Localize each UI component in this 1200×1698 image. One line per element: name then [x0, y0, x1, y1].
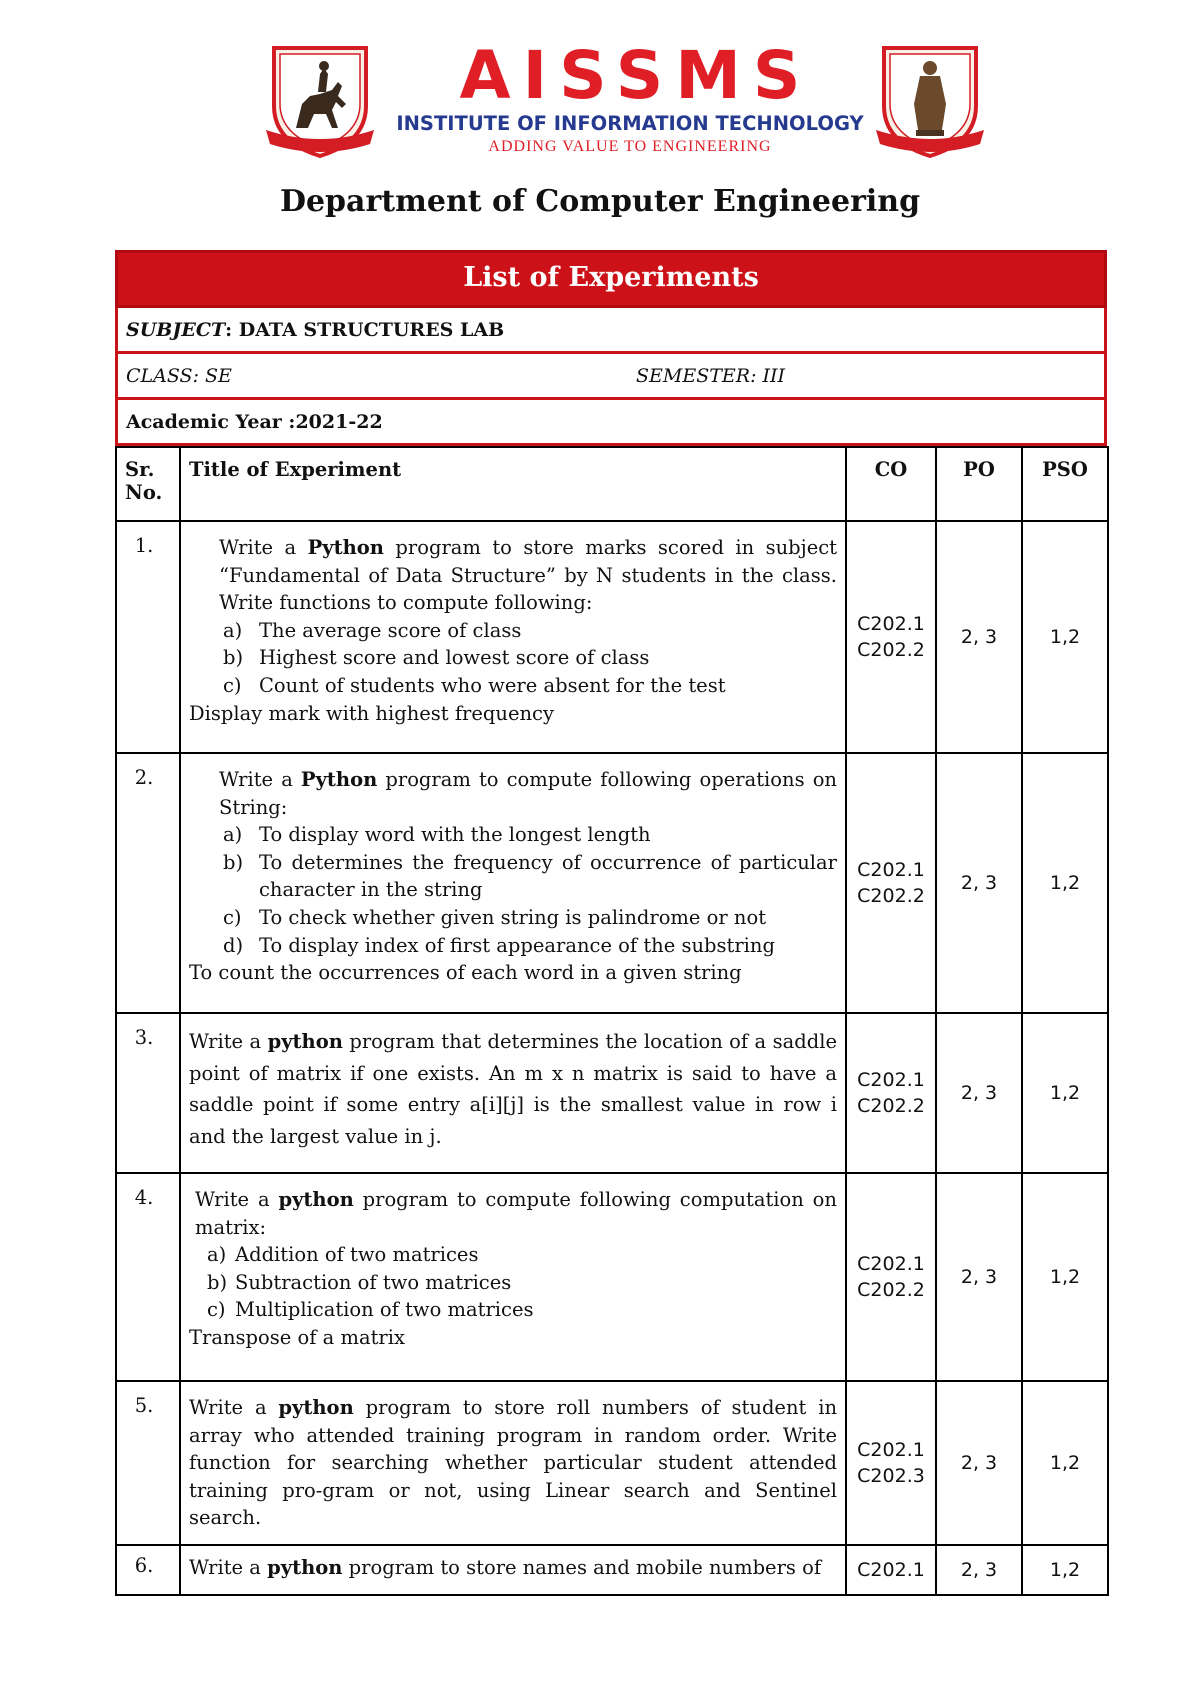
subject-row — [115, 308, 1107, 354]
list-item: b) To determines the frequency of occurrence of particular character in the string — [223, 850, 837, 902]
header-pso: PSO — [1022, 447, 1108, 521]
header-co: CO — [846, 447, 936, 521]
list-item: b) Subtraction of two matrices — [207, 1270, 512, 1294]
list-item: a) Addition of two matrices — [207, 1243, 479, 1267]
row-number: 1. — [116, 521, 180, 753]
experiment-title: Write a python program to store names and mobile numbers of — [180, 1545, 846, 1595]
list-title: List of Experiments — [115, 250, 1107, 308]
header-sr: Sr. No. — [116, 447, 180, 521]
semester-text: SEMESTER: III — [636, 364, 786, 387]
pso-cell: 1,2 — [1022, 1013, 1108, 1173]
pso-cell: 1,2 — [1022, 1173, 1108, 1381]
list-item: a) The average score of class — [223, 618, 522, 642]
pso-cell: 1,2 — [1022, 753, 1108, 1013]
header-po: PO — [936, 447, 1022, 521]
sub-task-list — [189, 821, 837, 959]
class-row — [115, 354, 1107, 400]
list-item: c) To check whether given string is palindrome or not — [223, 905, 767, 929]
co-cell: C202.1 C202.2 — [846, 1173, 936, 1381]
table-row — [116, 1545, 1108, 1595]
list-item: a) To display word with the longest length — [223, 823, 651, 847]
po-cell: 2, 3 — [936, 1013, 1022, 1173]
co-cell: C202.1 — [846, 1545, 936, 1595]
po-cell: 2, 3 — [936, 1173, 1022, 1381]
year-value: 2021-22 — [295, 410, 383, 433]
experiment-title: Write a Python program to store marks scored in subject “Fundamental of Data Structure” by N students in the class. Write functions to compute following: a) The average score of class b) Highest score and lowest score of class c) Count of students who were absent for the test Display mark with highest frequency — [180, 521, 846, 753]
shivaji-emblem-icon — [266, 44, 374, 160]
sub-task-list — [189, 617, 837, 700]
list-item: d) To display index of first appearance of the substring — [223, 933, 775, 957]
po-cell: 2, 3 — [936, 1545, 1022, 1595]
experiment-tail: To count the occurrences of each word in a given string — [189, 961, 742, 985]
po-cell: 2, 3 — [936, 1381, 1022, 1545]
experiments-table — [115, 446, 1109, 1596]
table-row — [116, 1013, 1108, 1173]
po-cell: 2, 3 — [936, 521, 1022, 753]
brand-block — [390, 37, 870, 158]
table-row — [116, 1173, 1108, 1381]
header-title: Title of Experiment — [180, 447, 846, 521]
co-cell: C202.1 C202.3 — [846, 1381, 936, 1545]
subject-value: : DATA STRUCTURES LAB — [225, 318, 505, 341]
row-number: 2. — [116, 753, 180, 1013]
brand-name: AISSMS — [459, 37, 813, 114]
list-item: c) Multiplication of two matrices — [207, 1298, 534, 1322]
department-title: Department of Computer Engineering — [279, 184, 921, 219]
pso-cell: 1,2 — [1022, 521, 1108, 753]
experiment-title: Write a python program that determines the location of a saddle point of matrix if one exists. An m x n matrix is said to have a saddle point if some entry a[i][j] is the smallest value in row i and the largest value in j. — [180, 1013, 846, 1173]
statue-emblem-icon — [876, 44, 984, 160]
row-number: 6. — [116, 1545, 180, 1595]
institute-name: INSTITUTE OF INFORMATION TECHNOLOGY — [396, 112, 864, 135]
academic-year-row — [115, 400, 1107, 446]
brand-tagline: ADDING VALUE TO ENGINEERING — [488, 138, 772, 155]
year-label: Academic Year : — [126, 410, 296, 433]
row-number: 5. — [116, 1381, 180, 1545]
co-cell: C202.1 C202.2 — [846, 1013, 936, 1173]
table-row — [116, 1381, 1108, 1545]
experiment-tail: Transpose of a matrix — [189, 1325, 405, 1349]
experiment-title: Write a python program to compute following computation on matrix: a) Addition of two matrices b) Subtraction of two matrices c) Multiplication of two matrices Transpose of a matrix — [180, 1173, 846, 1381]
pso-cell: 1,2 — [1022, 1545, 1108, 1595]
table-row — [116, 753, 1108, 1013]
subject-label: SUBJECT — [126, 318, 226, 341]
pso-cell: 1,2 — [1022, 1381, 1108, 1545]
class-text: CLASS: SE — [126, 364, 232, 387]
experiment-tail: Display mark with highest frequency — [189, 701, 554, 725]
row-number: 3. — [116, 1013, 180, 1173]
co-cell: C202.1 C202.2 — [846, 521, 936, 753]
co-cell: C202.1 C202.2 — [846, 753, 936, 1013]
table-row — [116, 521, 1108, 753]
row-number: 4. — [116, 1173, 180, 1381]
list-item: b) Highest score and lowest score of class — [223, 646, 650, 670]
list-item: c) Count of students who were absent for the test — [223, 673, 726, 697]
po-cell: 2, 3 — [936, 753, 1022, 1013]
table-header-row — [116, 447, 1108, 521]
experiment-title: Write a Python program to compute following operations on String: a) To display word with the longest length b) To determines the frequency of occurrence of particular character in the string c) To check whether given string is palindrome or not d) To display index of first appearance of the substring To count the occurrences of each word in a given string — [180, 753, 846, 1013]
experiment-title: Write a python program to store roll numbers of student in array who attended training program in random order. Write function for searching whether particular student attended training pro-gram or not, using Linear search and Sentinel search. — [180, 1381, 846, 1545]
sub-task-list — [189, 1241, 837, 1324]
info-block — [115, 250, 1107, 446]
